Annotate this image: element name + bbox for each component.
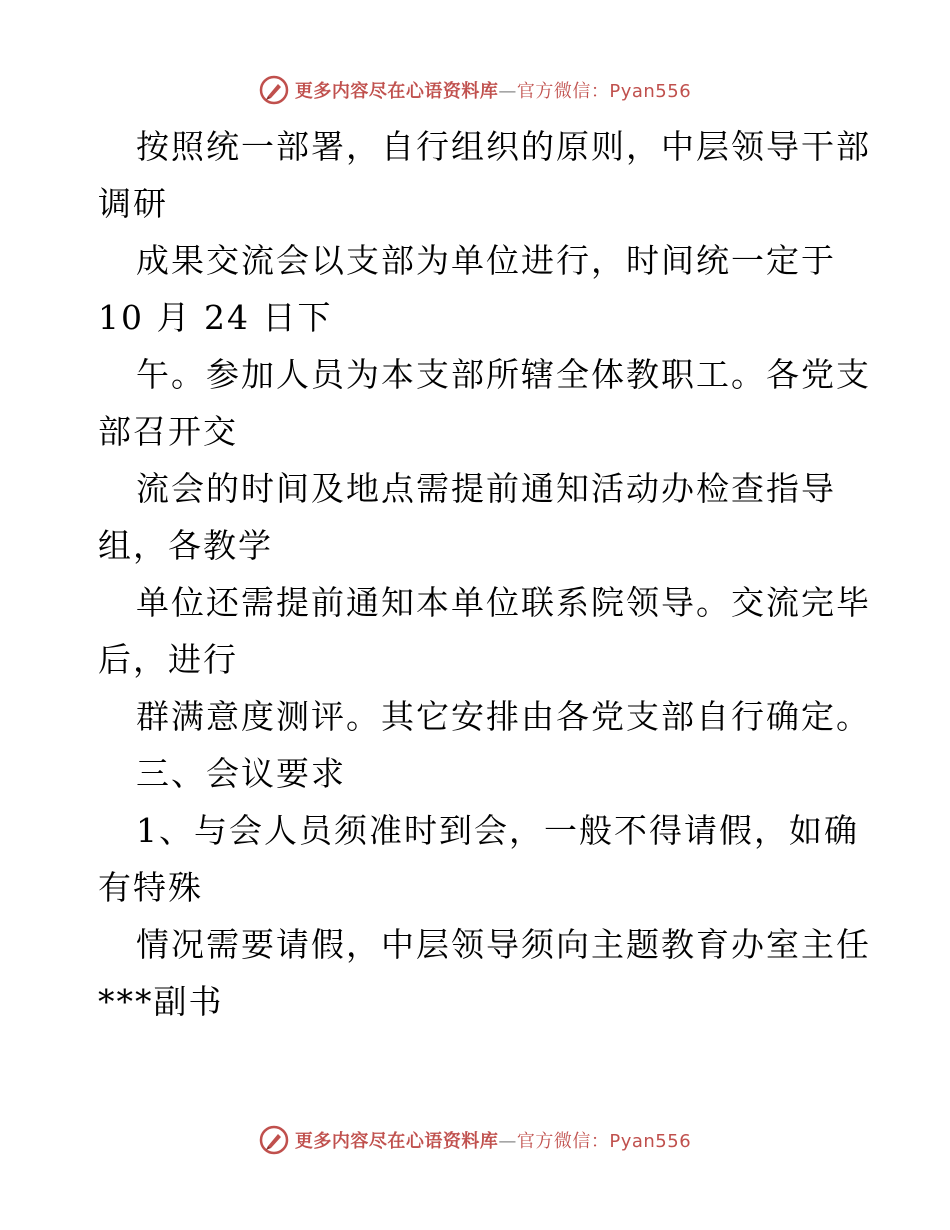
pen-logo-icon: [259, 1125, 289, 1155]
text-line: 10 月 24 日下: [98, 298, 333, 337]
text-line: 后，进行: [98, 640, 238, 679]
text-line: 群满意度测评。其它安排由各党支部自行确定。: [136, 697, 871, 736]
watermark-text: 更多内容尽在心语资料库—官方微信：Pyan556: [294, 1131, 692, 1152]
text-line: 按照统一部署，自行组织的原则，中层领导干部: [136, 127, 871, 166]
text-line: 成果交流会以支部为单位进行，时间统一定于: [136, 241, 836, 280]
text-line: 组，各教学: [98, 526, 273, 565]
footer-watermark: [0, 1120, 950, 1160]
header-watermark: [0, 70, 950, 110]
text-line: 流会的时间及地点需提前通知活动办检查指导: [136, 469, 836, 508]
text-line: 情况需要请假，中层领导须向主题教育办室主任: [136, 925, 871, 964]
document-body: [98, 118, 871, 1030]
watermark-text: 更多内容尽在心语资料库—官方微信：Pyan556: [294, 81, 692, 102]
text-line: 有特殊: [98, 868, 203, 907]
text-line: 调研: [98, 184, 168, 223]
text-line: 午。参加人员为本支部所辖全体教职工。各党支: [136, 355, 871, 394]
pen-logo-icon: [259, 75, 289, 105]
text-line: 三、会议要求: [136, 754, 346, 793]
text-line: 单位还需提前通知本单位联系院领导。交流完毕: [136, 583, 871, 622]
text-line: 1、与会人员须准时到会，一般不得请假，如确: [136, 811, 859, 850]
text-line: 部召开交: [98, 412, 238, 451]
text-line: ***副书: [98, 982, 224, 1021]
